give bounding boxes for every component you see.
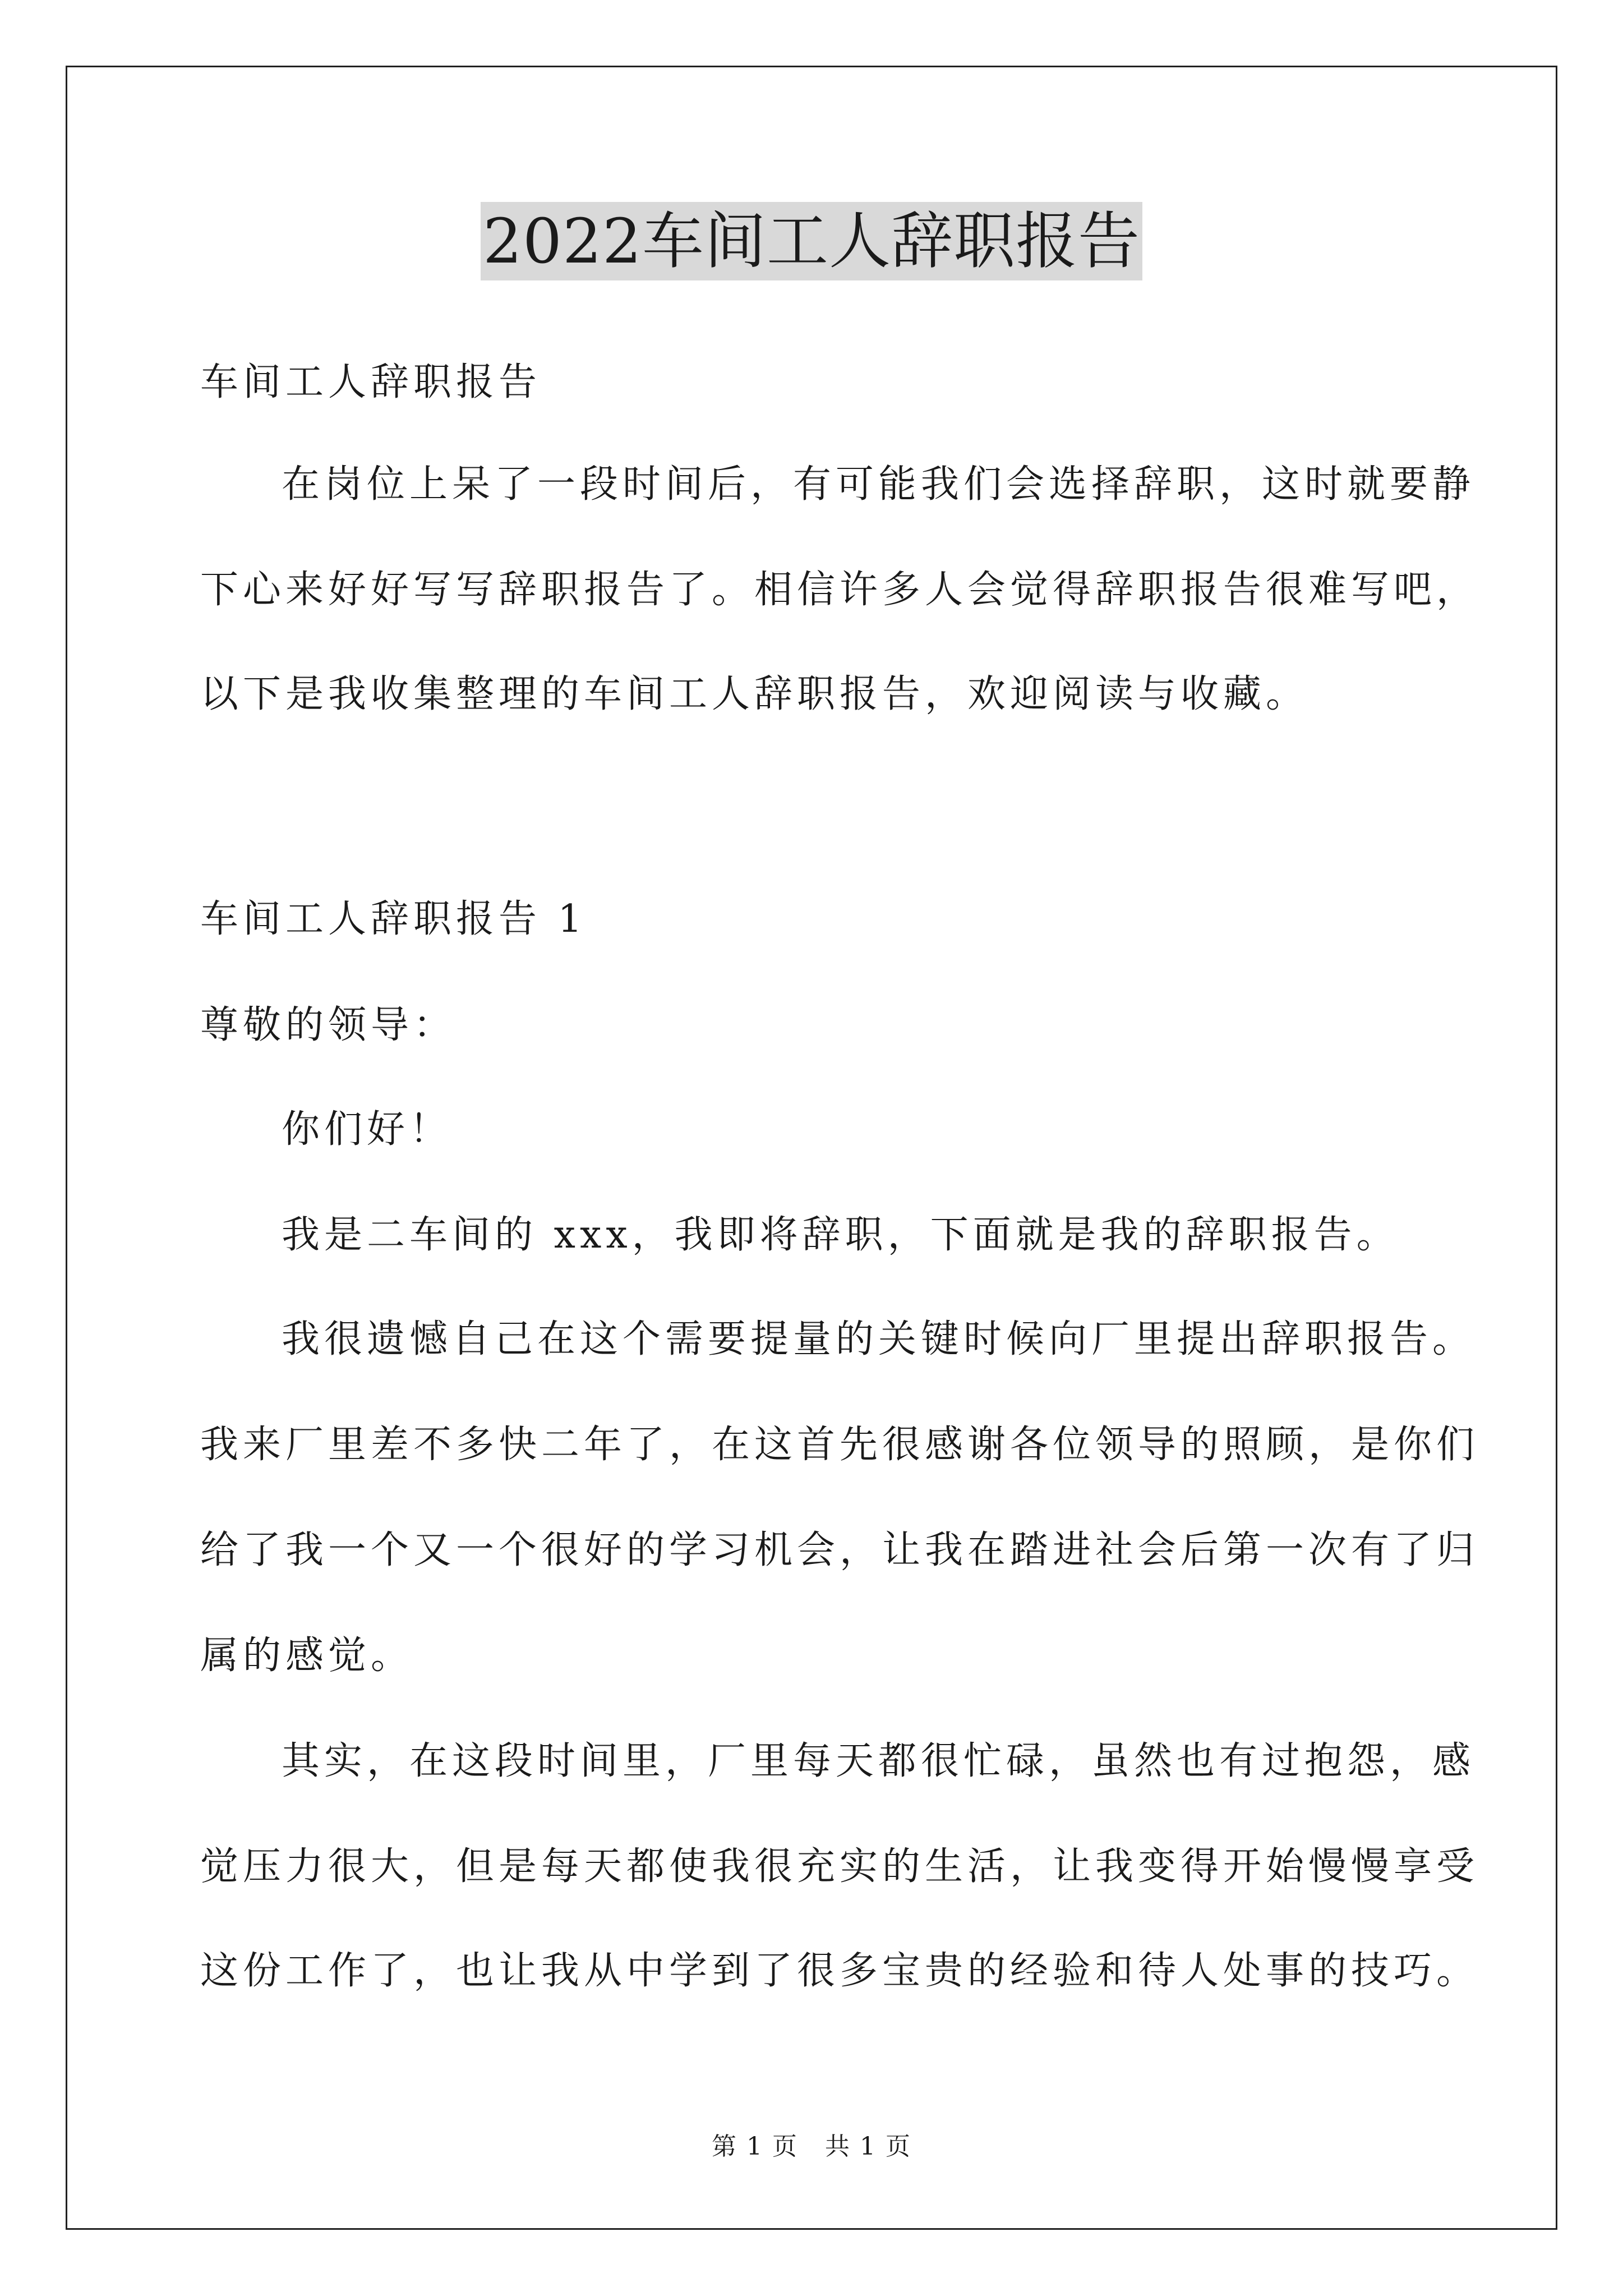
title-container xyxy=(0,202,1623,280)
subtitle: 车间工人辞职报告 xyxy=(200,360,542,404)
paragraph-2-line-3: 给了我一个又一个很好的学习机会，让我在踏进社会后第一次有了归 xyxy=(200,1528,1479,1572)
page-total: 共 1 页 xyxy=(825,2132,911,2161)
paragraph-2-line-1: 我很遗憾自己在这个需要提量的关键时候向厂里提出辞职报告。 xyxy=(282,1317,1476,1361)
intro-line-3: 以下是我收集整理的车间工人辞职报告，欢迎阅读与收藏。 xyxy=(200,672,1309,716)
salutation: 尊敬的领导： xyxy=(200,1003,457,1047)
paragraph-2-line-2: 我来厂里差不多快二年了，在这首先很感谢各位领导的照顾，是你们 xyxy=(200,1423,1479,1467)
paragraph-3-line-3: 这份工作了，也让我从中学到了很多宝贵的经验和待人处事的技巧。 xyxy=(200,1949,1479,1993)
document-title: 2022车间工人辞职报告 xyxy=(481,202,1142,280)
paragraph-3-line-1: 其实，在这段时间里，厂里每天都很忙碌，虽然也有过抱怨，感 xyxy=(282,1739,1476,1783)
page-number: 第 1 页 xyxy=(712,2132,798,2161)
intro-line-2: 下心来好好写写辞职报告了。相信许多人会觉得辞职报告很难写吧， xyxy=(200,568,1479,612)
greeting: 你们好！ xyxy=(282,1107,453,1152)
paragraph-1: 我是二车间的 xxx，我即将辞职，下面就是我的辞职报告。 xyxy=(282,1213,1399,1257)
paragraph-2-line-4: 属的感觉。 xyxy=(200,1634,414,1678)
section-heading: 车间工人辞职报告 1 xyxy=(200,897,587,941)
paragraph-3-line-2: 觉压力很大，但是每天都使我很充实的生活，让我变得开始慢慢享受 xyxy=(200,1844,1479,1889)
intro-line-1: 在岗位上呆了一段时间后，有可能我们会选择辞职，这时就要静 xyxy=(282,462,1476,507)
page-footer xyxy=(0,2126,1623,2162)
